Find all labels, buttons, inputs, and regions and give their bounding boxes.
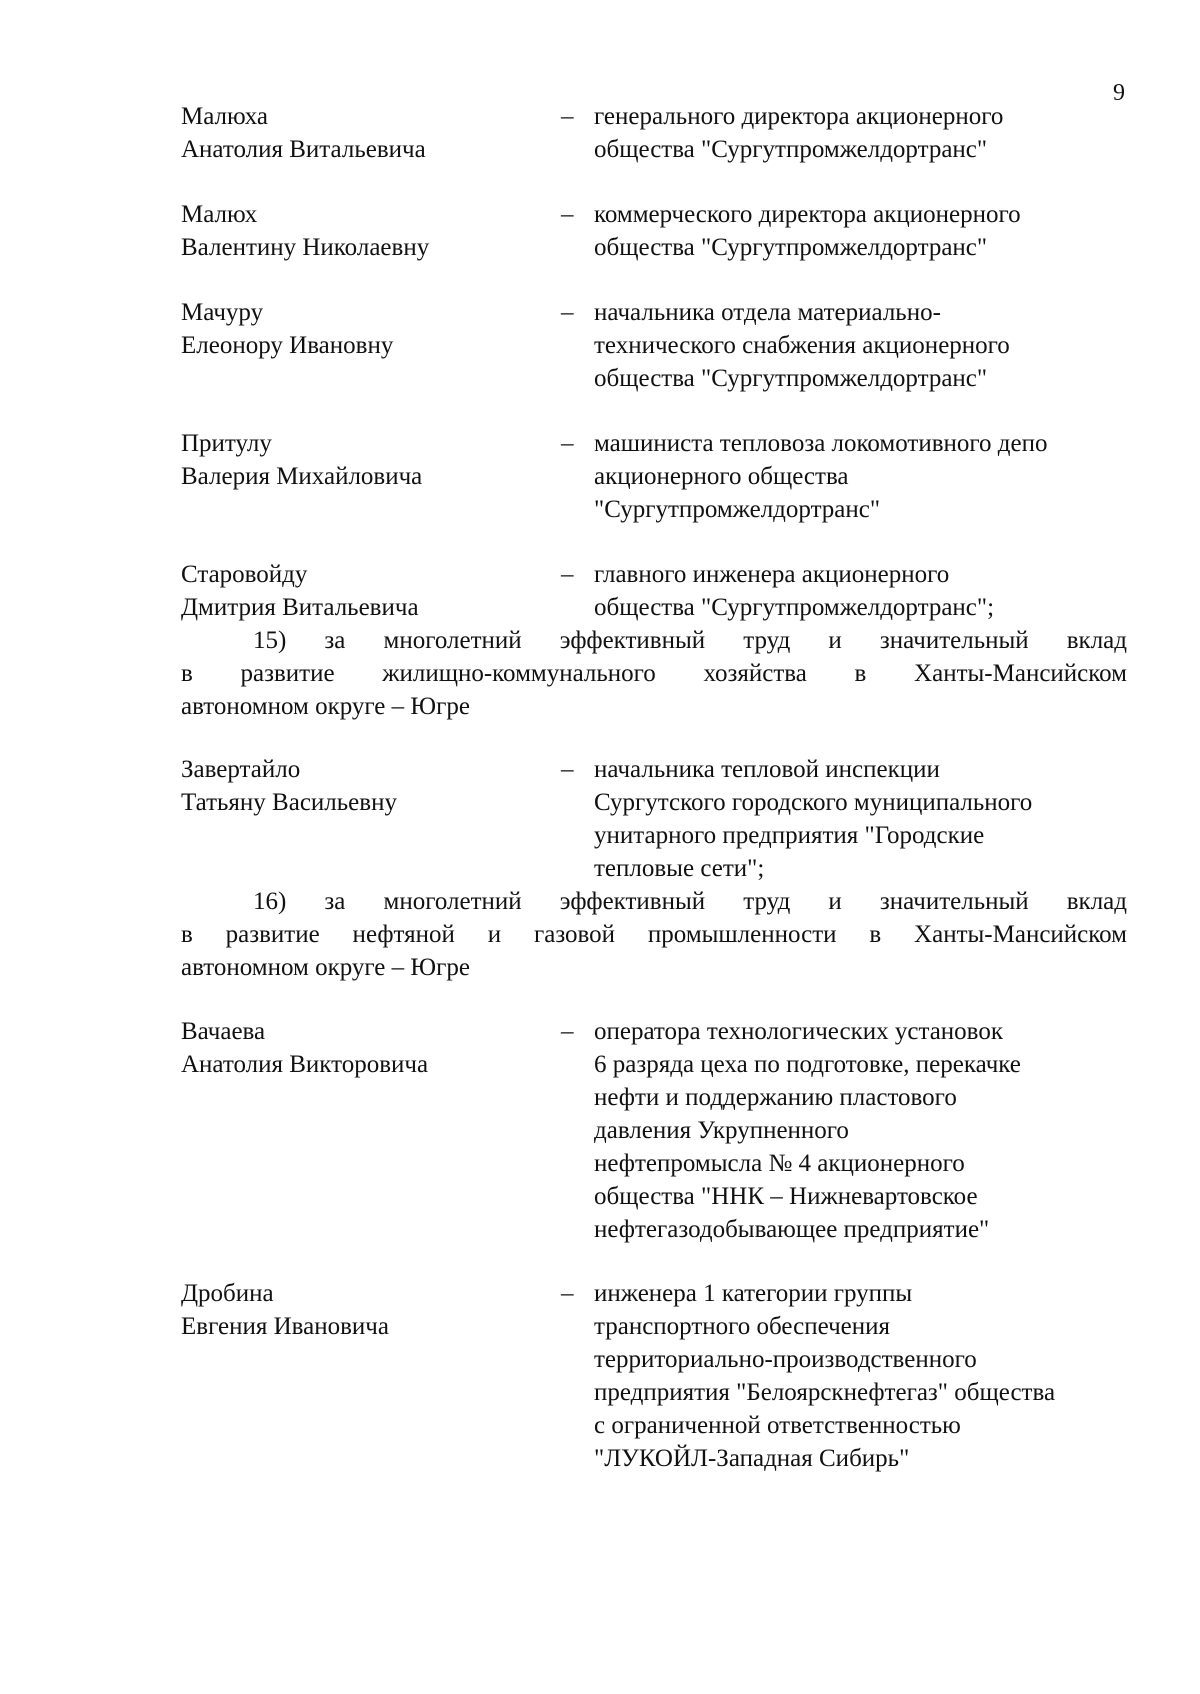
position-line: общества "ННК – Нижневартовское	[594, 1183, 978, 1210]
surname: Дробина	[181, 1280, 274, 1307]
dash: –	[561, 103, 574, 130]
position-line: тепловые сети";	[594, 855, 765, 882]
paragraph-line: автономном округе – Югре	[181, 954, 470, 981]
position-line: главного инженера акционерного	[594, 561, 950, 588]
recipient-position	[594, 427, 1134, 526]
surname: Вачаева	[181, 1018, 266, 1045]
dash: –	[561, 1018, 574, 1045]
given-names: Дмитрия Витальевича	[181, 594, 419, 621]
surname: Малюха	[181, 103, 268, 130]
position-line: общества "Сургутпромжелдортранс";	[594, 594, 995, 621]
paragraph-line: 15) за многолетний эффективный труд и значительный вклад	[253, 627, 1127, 654]
position-line: оператора технологических установок	[594, 1018, 1003, 1045]
position-line: нефтепромысла № 4 акционерного	[594, 1150, 965, 1177]
given-names: Евгения Ивановича	[181, 1313, 389, 1340]
position-line: "ЛУКОЙЛ-Западная Сибирь"	[594, 1445, 910, 1472]
dash: –	[561, 1280, 574, 1307]
position-line: Сургутского городского муниципального	[594, 789, 1033, 816]
given-names: Анатолия Витальевича	[181, 136, 426, 163]
position-line: инженера 1 категории группы	[594, 1280, 913, 1307]
recipient-position	[594, 296, 1134, 395]
recipient-name	[181, 1277, 541, 1343]
paragraph-line: в развитие нефтяной и газовой промышленности в Ханты-Мансийском	[181, 921, 1127, 948]
surname: Притулу	[181, 430, 272, 457]
given-names: Анатолия Викторовича	[181, 1051, 429, 1078]
recipient-name	[181, 198, 541, 264]
position-line: транспортного обеспечения	[594, 1313, 891, 1340]
recipient-position	[594, 100, 1134, 166]
position-line: начальника тепловой инспекции	[594, 756, 940, 783]
surname: Мачуру	[181, 299, 264, 326]
surname: Завертайло	[181, 756, 301, 783]
recipient-position	[594, 558, 1134, 624]
position-line: машиниста тепловоза локомотивного депо	[594, 430, 1048, 457]
section-paragraph	[181, 885, 1127, 984]
dash: –	[561, 201, 574, 228]
surname: Малюх	[181, 201, 258, 228]
position-line: нефтегазодобывающее предприятие"	[594, 1216, 990, 1243]
position-line: давления Укрупненного	[594, 1117, 849, 1144]
dash: –	[561, 561, 574, 588]
position-line: нефти и поддержанию пластового	[594, 1084, 957, 1111]
position-line: начальника отдела материально-	[594, 299, 941, 326]
section-paragraph	[181, 624, 1127, 723]
dash: –	[561, 299, 574, 326]
position-line: генерального директора акционерного	[594, 103, 1004, 130]
position-line: 6 разряда цеха по подготовке, перекачке	[594, 1051, 1021, 1078]
position-line: с ограниченной ответственностью	[594, 1412, 961, 1439]
position-line: общества "Сургутпромжелдортранс"	[594, 234, 988, 261]
position-line: унитарного предприятия "Городские	[594, 822, 985, 849]
position-line: акционерного общества	[594, 463, 849, 490]
recipient-position	[594, 1277, 1134, 1475]
recipient-position	[594, 198, 1134, 264]
given-names: Валентину Николаевну	[181, 234, 430, 261]
position-line: предприятия "Белоярскнефтегаз" общества	[594, 1379, 1056, 1406]
page-number: 9	[1113, 80, 1125, 106]
recipient-name	[181, 296, 541, 362]
position-line: технического снабжения акционерного	[594, 332, 1010, 359]
surname: Старовойду	[181, 561, 308, 588]
position-line: общества "Сургутпромжелдортранс"	[594, 365, 988, 392]
given-names: Елеонору Ивановну	[181, 332, 394, 359]
recipient-name	[181, 753, 541, 819]
recipient-name	[181, 100, 541, 166]
paragraph-line: автономном округе – Югре	[181, 693, 470, 720]
paragraph-line: в развитие жилищно-коммунального хозяйства в Ханты-Мансийском	[181, 660, 1127, 687]
position-line: территориально-производственного	[594, 1346, 977, 1373]
recipient-name	[181, 1015, 541, 1081]
position-line: "Сургутпромжелдортранс"	[594, 496, 881, 523]
position-line: общества "Сургутпромжелдортранс"	[594, 136, 988, 163]
given-names: Татьяну Васильевну	[181, 789, 397, 816]
dash: –	[561, 430, 574, 457]
recipient-name	[181, 558, 541, 624]
dash: –	[561, 756, 574, 783]
position-line: коммерческого директора акционерного	[594, 201, 1021, 228]
recipient-name	[181, 427, 541, 493]
given-names: Валерия Михайловича	[181, 463, 423, 490]
paragraph-line: 16) за многолетний эффективный труд и значительный вклад	[253, 888, 1127, 915]
recipient-position	[594, 753, 1134, 885]
recipient-position	[594, 1015, 1134, 1246]
